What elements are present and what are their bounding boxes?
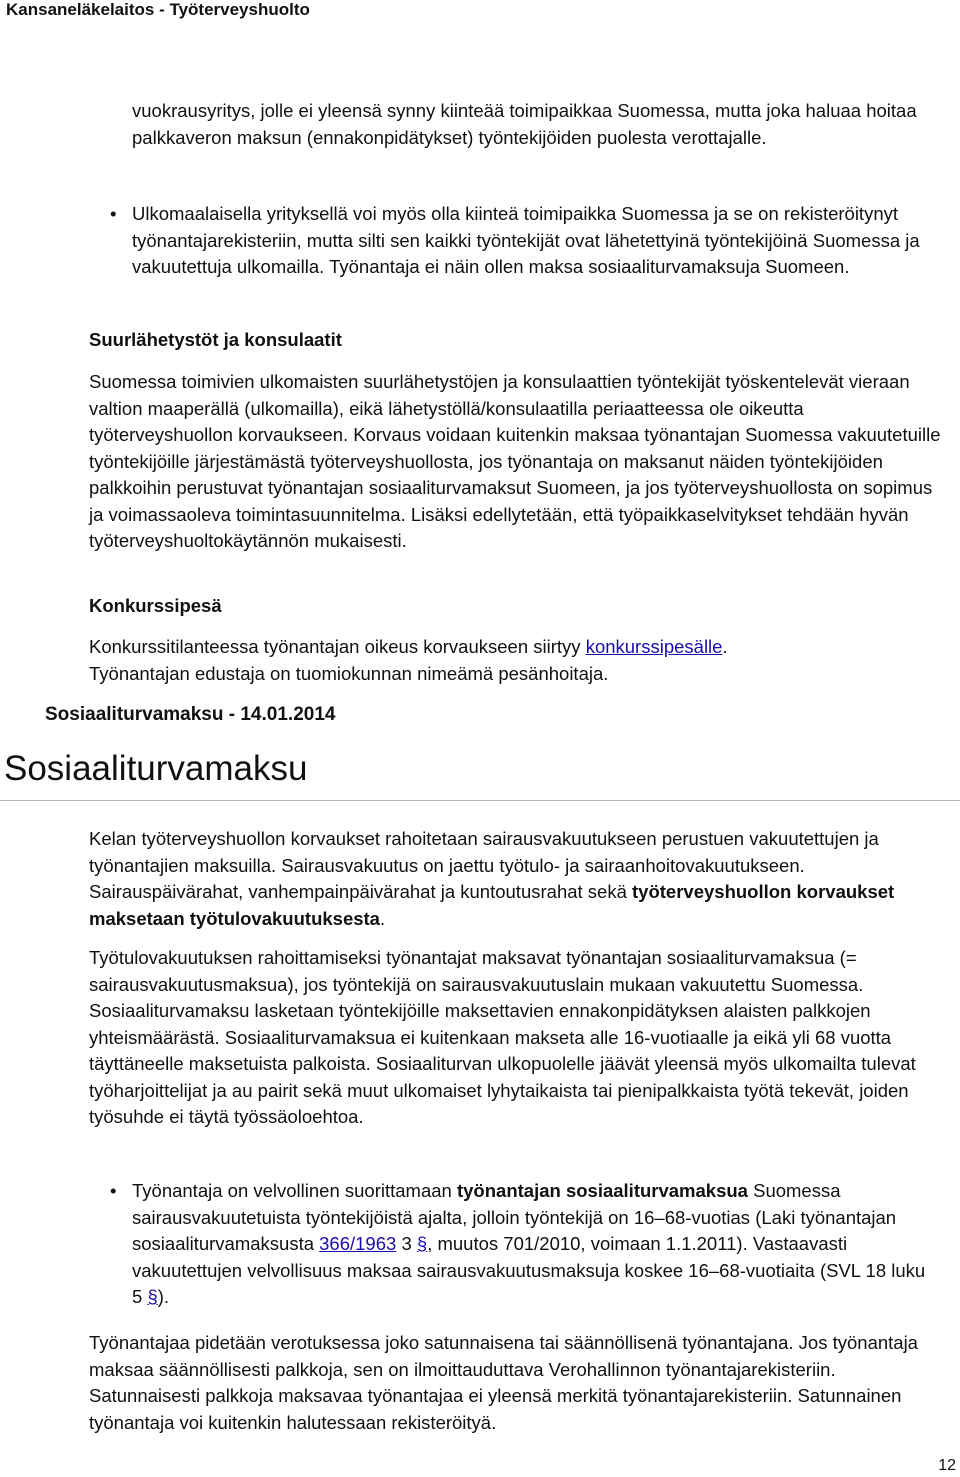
bullet-start: Työnantaja on velvollinen suorittamaan — [132, 1180, 457, 1201]
bankruptcy-period: . — [722, 636, 728, 657]
title-divider — [0, 800, 960, 801]
embassies-paragraph: Suomessa toimivien ulkomaisten suurlähetystöjen ja konsulaattien työntekijät työskentelevät vieraan valtion maaperällä (ulkomailla), eikä lähetystöllä/konsulaatilla periaatteessa ole oikeutta työterveyshuollon korvaukseen. Korvaus voidaan kuitenkin maksaa työnantajan Suomessa vakuutetuille työntekijöille järjestämästä työterveyshuollosta, jos työnantaja on maksanut näiden työntekijöiden palkkoihin perustuvat työnantajan sosiaaliturvamaksut Suomeen, ja jos työterveyshuollosta on sopimus ja voimassaoleva toimintasuunnitelma. Lisäksi edellytetään, että työpaikkaselvitykset tehdään hyvän työterveyshuoltokäytännön mukaisesti. — [89, 371, 941, 551]
bullet-item-obligation — [110, 1178, 930, 1311]
p1-bold: työterveyshuollon korvaukset maksetaan työtulovakuutuksesta — [89, 881, 895, 929]
bankruptcy-heading: Konkurssipesä — [89, 595, 222, 616]
bankruptcy-estate-link[interactable]: konkurssipesälle — [585, 636, 723, 657]
bullet-close: ). — [157, 1286, 170, 1307]
dated-heading: Sosiaaliturvamaksu - 14.01.2014 — [45, 704, 336, 725]
paragraph-employer-contribution: Työtulovakuutuksen rahoittamiseksi työnantajat maksavat työnantajan sosiaaliturvamaksua (= sairausvakuutusmaksua), jos työntekijä on sairausvakuutuslain mukaan vakuutettu Suomessa. Sosiaaliturvamaksu lasketaan työntekijöille maksettavien ennakonpidätyksen alaisten palkkojen yhteismäärästä. Sosiaaliturvamaksua ei kuitenkaan makseta alle 16-vuotiaalle ja eikä yli 68 vuotta täyttäneelle maksetuista palkoista. Sosiaaliturvan ulkopuolelle jäävät yleensä myös ulkomailta tulevat työharjoittelijat ja au pairit sekä muut ulkomaiset lyhytaikaista tai pienipalkkaista työtä tekevät, joiden työsuhde ei täytä työssäoloehtoa. — [89, 947, 916, 1127]
p1-text: Kelan työterveyshuollon korvaukset rahoitetaan sairausvakuutukseen perustuen vakuutettujen ja työnantajien maksuilla. Sairausvakuutus on jaettu työtulo- ja sairaanhoitovakuutukseen. Sairauspäivärahat, vanhempainpäivärahat ja kuntoutusrahat sekä — [89, 828, 879, 902]
bullet-icon: • — [110, 203, 117, 224]
bullet-text — [132, 1178, 930, 1311]
section-sign-link-2[interactable]: § — [147, 1286, 158, 1307]
bullet-bold: työnantajan sosiaaliturvamaksua — [456, 1180, 748, 1201]
running-header: Kansaneläkelaitos - Työterveyshuolto — [6, 0, 310, 19]
continued-paragraph: vuokrausyritys, jolle ei yleensä synny kiinteää toimipaikkaa Suomessa, mutta joka haluaa hoitaa palkkaveron maksun (ennakonpidätykset) työntekijöiden puolesta verottajalle. — [132, 100, 917, 148]
bullet-tail: , muutos 701/2010, voimaan 1.1.2011). Vastaavasti vakuutettujen velvollisuus maksaa sairausvakuutusmaksuja koskee 16–68-vuotiaita (SVL 18 luku 5 — [132, 1233, 926, 1307]
bullet-mid: Suomessa sairausvakuutetuista työntekijöistä ajalta, jolloin työntekijä on 16–68-vuotias (Laki työnantajan sosiaaliturvamaksusta — [132, 1180, 897, 1254]
bullet-item — [110, 201, 930, 281]
section-sign-link[interactable]: § — [416, 1233, 428, 1254]
bullet-text: Ulkomaalaisella yrityksellä voi myös olla kiinteä toimipaikka Suomessa ja se on rekisteröitynyt työnantajarekisteriin, mutta silti sen kaikki työntekijät ovat lähetettyinä työntekijöinä Suomessa ja vakuutettuja ulkomailla. Työnantaja ei näin ollen maksa sosiaaliturvamaksuja Suomeen. — [132, 203, 920, 277]
bankruptcy-paragraph — [89, 634, 949, 687]
p1-end: . — [379, 907, 386, 929]
page-title: Sosiaaliturvamaksu — [4, 749, 308, 788]
bullet-after-link: 3 — [396, 1233, 417, 1254]
embassies-heading: Suurlähetystöt ja konsulaatit — [89, 329, 342, 350]
bankruptcy-second-line: Työnantajan edustaja on tuomiokunnan nimeämä pesänhoitaja. — [89, 662, 609, 684]
law-366-1963-link[interactable]: 366/1963 — [319, 1233, 397, 1254]
paragraph-financing — [89, 826, 949, 932]
paragraph-tax-register: Työnantajaa pidetään verotuksessa joko satunnaisena tai säännöllisenä työnantajana. Jos työnantaja maksaa säännöllisesti palkkoja, sen on ilmoittauduttava Verohallinnon työnantajarekisteriin. Satunnaisesti palkkoja maksavaa työnantajaa ei yleensä merkitä työnantajarekisteriin. Satunnainen työnantaja voi kuitenkin halutessaan rekisteröityä. — [89, 1332, 918, 1433]
bullet-icon: • — [110, 1180, 117, 1201]
page-number: 12 — [938, 1457, 956, 1474]
bankruptcy-text: Konkurssitilanteessa työnantajan oikeus korvaukseen siirtyy — [89, 636, 586, 657]
